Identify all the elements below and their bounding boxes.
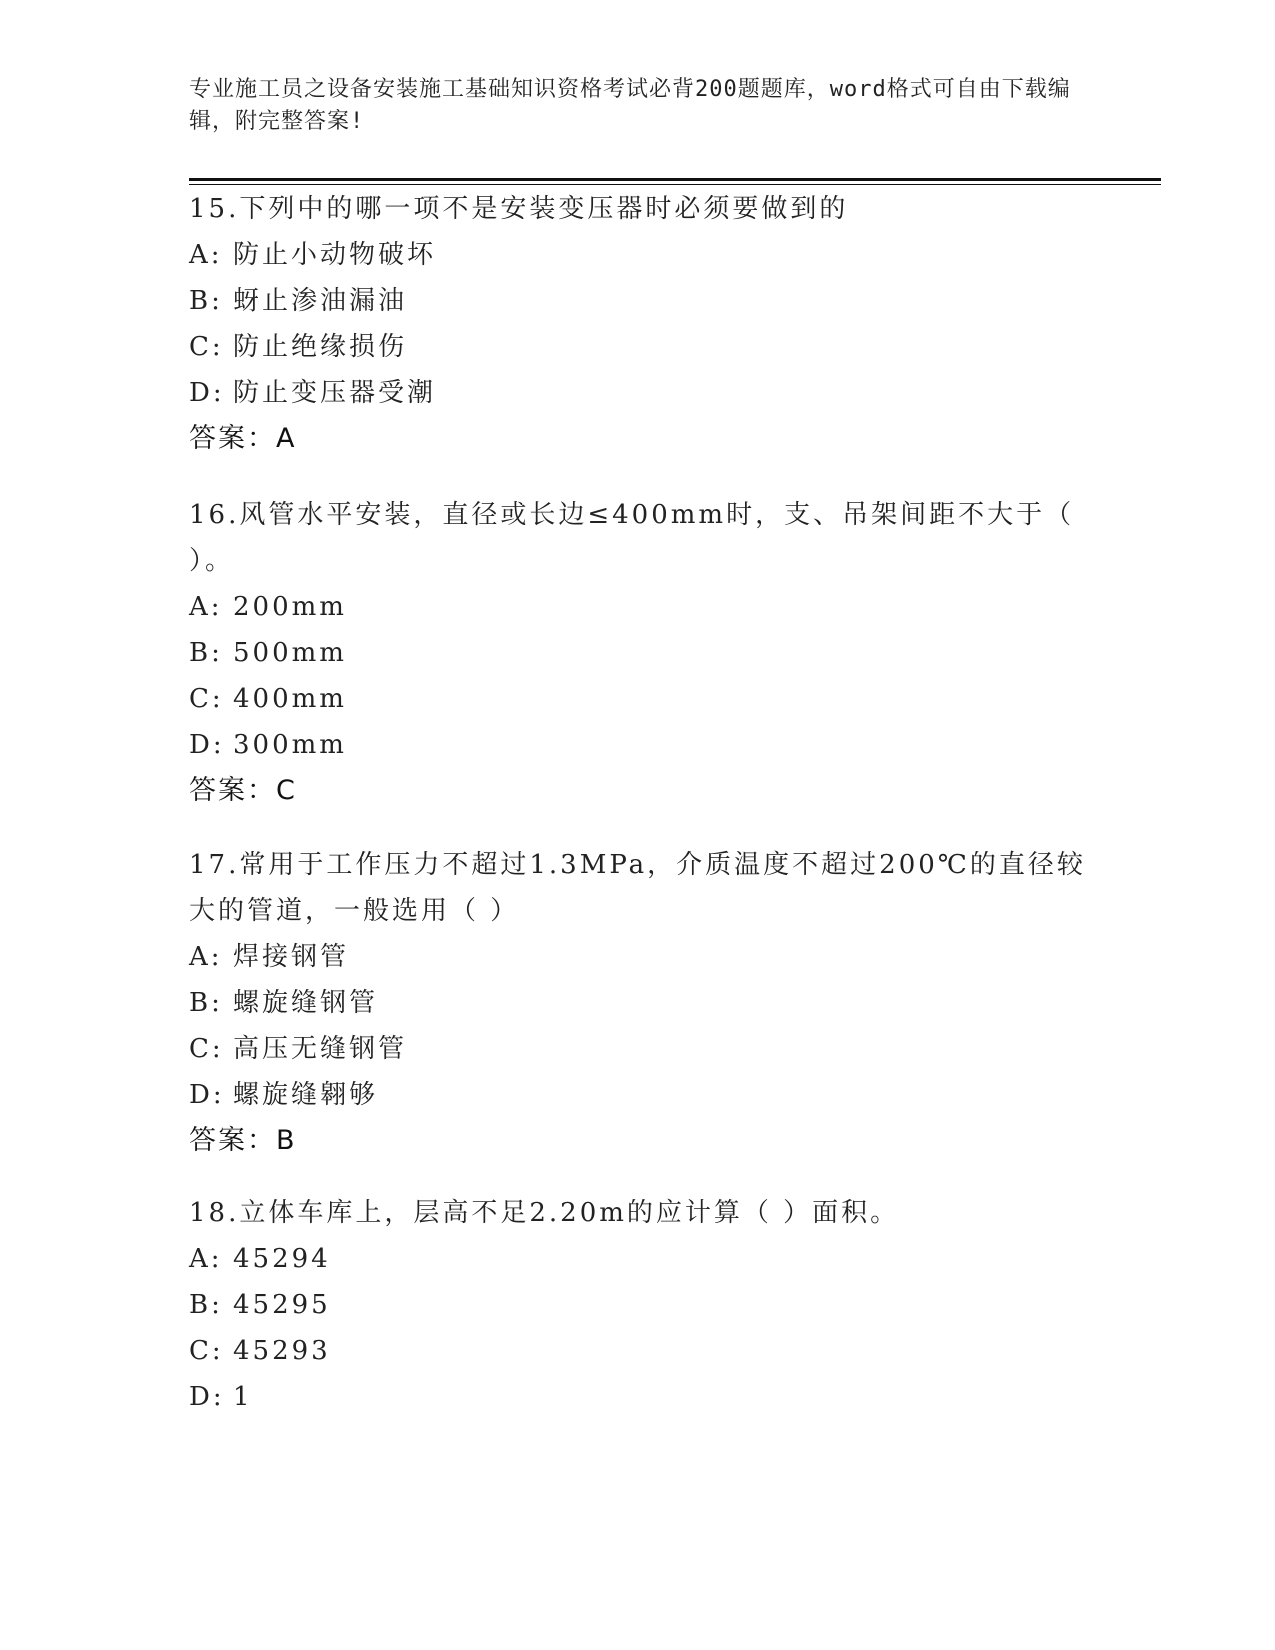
option-key: B: [189, 988, 223, 1018]
option-text: 螺旋缝钢管 [233, 988, 379, 1018]
question-stem: 17.常用于工作压力不超过1.3MPa，介质温度不超过200℃的直径较大的管道，一般选用（ ） [189, 850, 1086, 926]
question-15 [189, 186, 1089, 462]
option-key: C: [189, 1034, 224, 1064]
option-key: A: [189, 1244, 223, 1274]
option-d [189, 1374, 1089, 1420]
option-key: D: [189, 1080, 225, 1110]
option-key: C: [189, 684, 224, 714]
option-text: 蚜止渗油漏油 [233, 286, 408, 316]
option-text: 防止小动物破坏 [233, 240, 437, 270]
question-17 [189, 842, 1089, 1164]
option-key: D: [189, 730, 225, 760]
option-key: A: [189, 592, 223, 622]
option-text: 防止变压器受潮 [233, 378, 437, 408]
option-d [189, 722, 1089, 768]
option-d [189, 1072, 1089, 1118]
option-a [189, 1236, 1089, 1282]
header-divider-thick [189, 178, 1161, 181]
option-b [189, 1282, 1089, 1328]
option-text: 45294 [233, 1244, 331, 1274]
question-stem: 15.下列中的哪一项不是安装变压器时必须要做到的 [189, 194, 849, 224]
option-a [189, 584, 1089, 630]
option-text: 200mm [233, 592, 347, 622]
option-text: 500mm [233, 638, 347, 668]
option-c [189, 1026, 1089, 1072]
option-c [189, 1328, 1089, 1374]
option-text: 1 [233, 1382, 253, 1412]
option-text: 45295 [233, 1290, 331, 1320]
option-b [189, 630, 1089, 676]
option-key: D: [189, 1382, 225, 1412]
document-header: 专业施工员之设备安装施工基础知识资格考试必背200题题库，word格式可自由下载编辑，附完整答案! [189, 77, 1071, 134]
question-16 [189, 492, 1089, 814]
option-d [189, 370, 1089, 416]
option-text: 螺旋缝翱够 [233, 1080, 379, 1110]
option-b [189, 980, 1089, 1026]
question-stem: 16.风管水平安装，直径或长边≤400mm时，支、吊架间距不大于（ ）。 [189, 500, 1075, 576]
option-key: A: [189, 240, 223, 270]
option-text: 防止绝缘损伤 [233, 332, 408, 362]
option-key: C: [189, 332, 224, 362]
option-text: 焊接钢管 [233, 942, 350, 972]
header-divider-thin [189, 184, 1161, 185]
option-c [189, 676, 1089, 722]
option-key: B: [189, 1290, 223, 1320]
option-key: B: [189, 638, 223, 668]
answer-label: 答案：B [189, 1125, 297, 1156]
option-c [189, 324, 1089, 370]
option-key: C: [189, 1336, 224, 1366]
option-text: 300mm [233, 730, 347, 760]
option-text: 400mm [233, 684, 347, 714]
option-text: 45293 [233, 1336, 331, 1366]
answer-label: 答案：C [189, 775, 297, 806]
option-key: B: [189, 286, 223, 316]
option-key: A: [189, 942, 223, 972]
option-a [189, 232, 1089, 278]
option-text: 高压无缝钢管 [233, 1034, 408, 1064]
option-a [189, 934, 1089, 980]
option-key: D: [189, 378, 225, 408]
question-18 [189, 1190, 1089, 1420]
option-b [189, 278, 1089, 324]
answer-label: 答案：A [189, 423, 297, 454]
question-stem: 18.立体车库上，层高不足2.20m的应计算（ ）面积。 [189, 1198, 900, 1228]
